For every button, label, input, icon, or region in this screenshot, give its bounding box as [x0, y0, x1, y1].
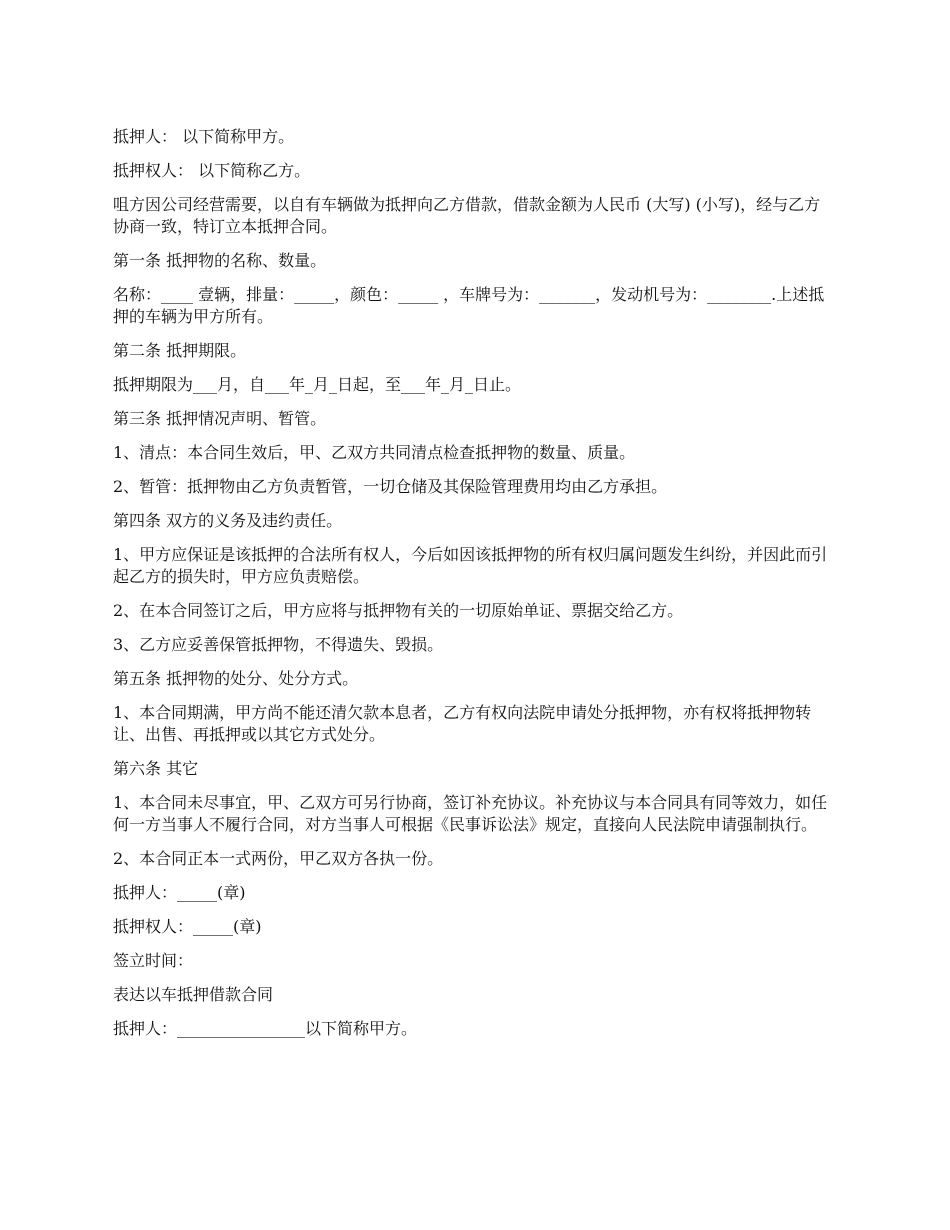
article-5-heading: 第五条 抵押物的处分、处分方式。 [113, 669, 359, 688]
article-4-clause-2: 2、在本合同签订之后，甲方应将与抵押物有关的一切原始单证、票据交给乙方。 [113, 601, 684, 620]
second-contract-title: 表达以车抵押借款合同 [113, 985, 274, 1004]
pledgee-line: 抵押权人： 以下简称乙方。 [113, 161, 311, 180]
document-page [113, 126, 833, 1052]
article-1-body: 名称：____ 壹辆，排量：_____，颜色：_____ ，车牌号为：_______，发动机号为：________.上述抵押的车辆为甲方所有。 [113, 285, 825, 326]
pledgor-signature-line: 抵押人：_____(章) [113, 883, 246, 902]
pledgee-signature-line: 抵押权人：_____(章) [113, 917, 262, 936]
preamble-paragraph: 咀方因公司经营需要，以自有车辆做为抵押向乙方借款，借款金额为人民币 (大写) (小写)，经与乙方协商一致，特订立本抵押合同。 [113, 195, 821, 236]
article-4-clause-3: 3、乙方应妥善保管抵押物，不得遗失、毁损。 [113, 635, 444, 654]
article-3-clause-1: 1、清点：本合同生效后，甲、乙双方共同清点检查抵押物的数量、质量。 [113, 443, 636, 462]
article-6-heading: 第六条 其它 [113, 759, 199, 778]
article-4-heading: 第四条 双方的义务及违约责任。 [113, 511, 343, 530]
article-6-clause-2: 2、本合同正本一式两份，甲乙双方各执一份。 [113, 849, 444, 868]
second-pledgor-line: 抵押人：________________以下简称甲方。 [113, 1019, 418, 1038]
article-4-clause-1: 1、甲方应保证是该抵押的合法所有权人，今后如因该抵押物的所有权归属问题发生纠纷，并因此而引起乙方的损失时，甲方应负责赔偿。 [113, 545, 828, 586]
article-2-body: 抵押期限为___月，自___年_月_日起，至___年_月_日止。 [113, 375, 522, 394]
article-5-clause-1: 1、本合同期满，甲方尚不能还清欠款本息者，乙方有权向法院申请处分抵押物，亦有权将抵押物转让、出售、再抵押或以其它方式处分。 [113, 703, 812, 744]
article-2-heading: 第二条 抵押期限。 [113, 341, 247, 360]
article-6-clause-1: 1、本合同未尽事宜，甲、乙双方可另行协商，签订补充协议。补充协议与本合同具有同等效力，如任何一方当事人不履行合同，对方当事人可根据《民事诉讼法》规定，直接向人民法院申请强制执行。 [113, 793, 828, 834]
pledgor-line: 抵押人： 以下简称甲方。 [113, 127, 295, 146]
article-3-clause-2: 2、暂管：抵押物由乙方负责暂管，一切仓储及其保险管理费用均由乙方承担。 [113, 477, 668, 496]
signing-date-line: 签立时间： [113, 951, 194, 970]
article-3-heading: 第三条 抵押情况声明、暂管。 [113, 409, 327, 428]
article-1-heading: 第一条 抵押物的名称、数量。 [113, 251, 327, 270]
